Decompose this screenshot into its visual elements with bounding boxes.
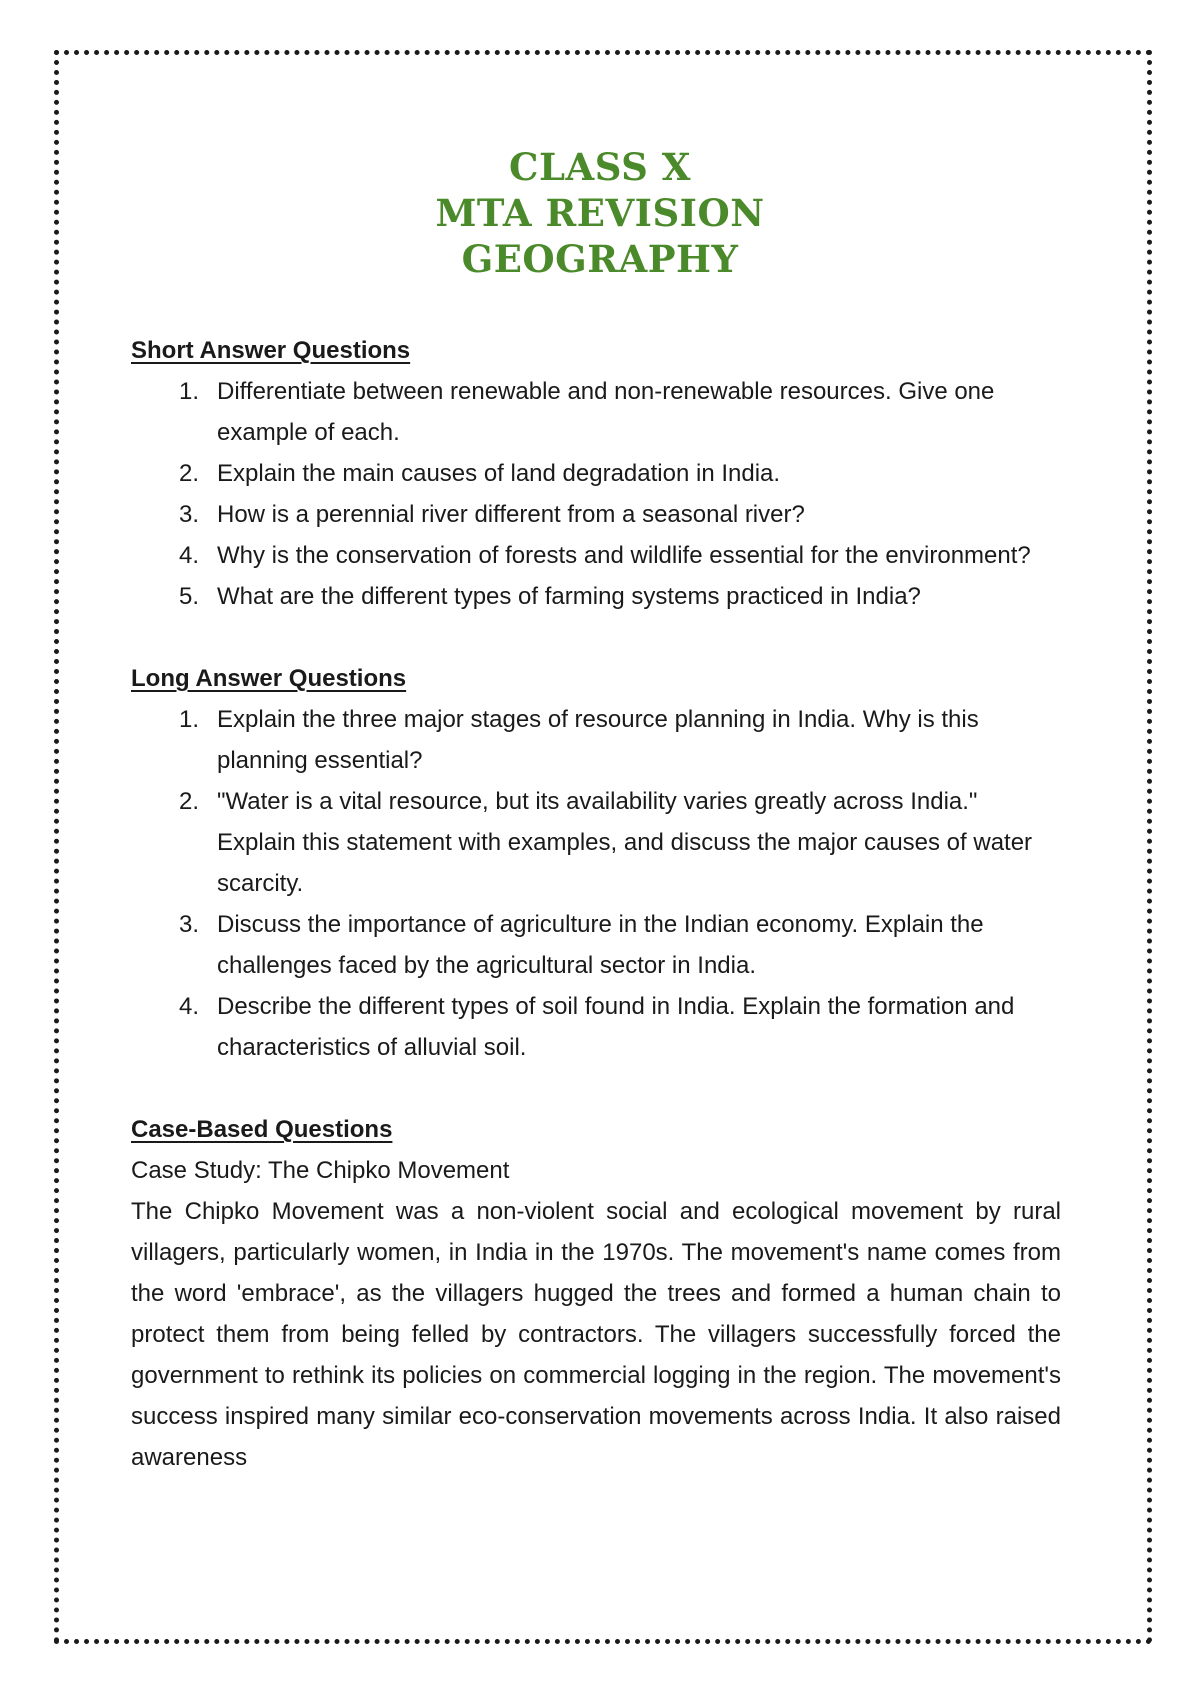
- short-answer-list: [131, 371, 1061, 617]
- item-number: 5.: [179, 583, 200, 610]
- list-item: [131, 904, 1061, 986]
- list-item: [131, 371, 1061, 453]
- item-text: "Water is a vital resource, but its availability varies greatly across India." Explain this statement with examples, and discuss the major causes of water scarcity.: [217, 788, 1033, 897]
- item-text: How is a perennial river different from a seasonal river?: [217, 501, 805, 528]
- list-item: [131, 699, 1061, 781]
- case-study-title: Case Study: The Chipko Movement: [131, 1157, 510, 1184]
- item-number: 3.: [179, 501, 200, 528]
- list-item: [131, 494, 1061, 535]
- title-mta-revision: MTA REVISION: [435, 191, 765, 235]
- list-item: [131, 453, 1061, 494]
- document-content: [131, 330, 1061, 1478]
- item-number: 3.: [179, 911, 200, 938]
- list-item: [131, 576, 1061, 617]
- long-answer-heading: Long Answer Questions: [131, 665, 407, 692]
- item-text: Why is the conservation of forests and wildlife essential for the environment?: [217, 542, 1031, 569]
- item-number: 4.: [179, 542, 200, 569]
- long-answer-list: [131, 699, 1061, 1068]
- item-number: 2.: [179, 788, 200, 815]
- section-spacer: [131, 1068, 1061, 1109]
- item-number: 1.: [179, 706, 200, 733]
- case-study-body: The Chipko Movement was a non-violent social and ecological movement by rural villagers, particularly women, in India in the 1970s. The movement's name comes from the word 'embrace', as the villagers hugged the trees and formed a human chain to protect them from being felled by contractors. The villagers successfully forced the government to rethink its policies on commercial logging in the region. The movement's success inspired many similar eco-conservation movements across India. It also raised awareness: [131, 1198, 1061, 1471]
- item-text: Describe the different types of soil found in India. Explain the formation and characteristics of alluvial soil.: [217, 993, 1015, 1061]
- item-number: 1.: [179, 378, 200, 405]
- title-block: [0, 144, 1200, 282]
- case-based-heading: Case-Based Questions: [131, 1116, 393, 1143]
- item-text: Explain the main causes of land degradation in India.: [217, 460, 781, 487]
- list-item: [131, 781, 1061, 904]
- list-item: [131, 535, 1061, 576]
- item-text: Discuss the importance of agriculture in the Indian economy. Explain the challenges faced by the agricultural sector in India.: [217, 911, 984, 979]
- title-class: CLASS X: [509, 145, 691, 189]
- item-text: What are the different types of farming systems practiced in India?: [217, 583, 921, 610]
- item-number: 2.: [179, 460, 200, 487]
- item-text: Differentiate between renewable and non-renewable resources. Give one example of each.: [217, 378, 995, 446]
- title-subject: GEOGRAPHY: [461, 237, 739, 281]
- list-item: [131, 986, 1061, 1068]
- short-answer-heading: Short Answer Questions: [131, 337, 411, 364]
- item-number: 4.: [179, 993, 200, 1020]
- section-spacer: [131, 617, 1061, 658]
- item-text: Explain the three major stages of resource planning in India. Why is this planning essential?: [217, 706, 979, 774]
